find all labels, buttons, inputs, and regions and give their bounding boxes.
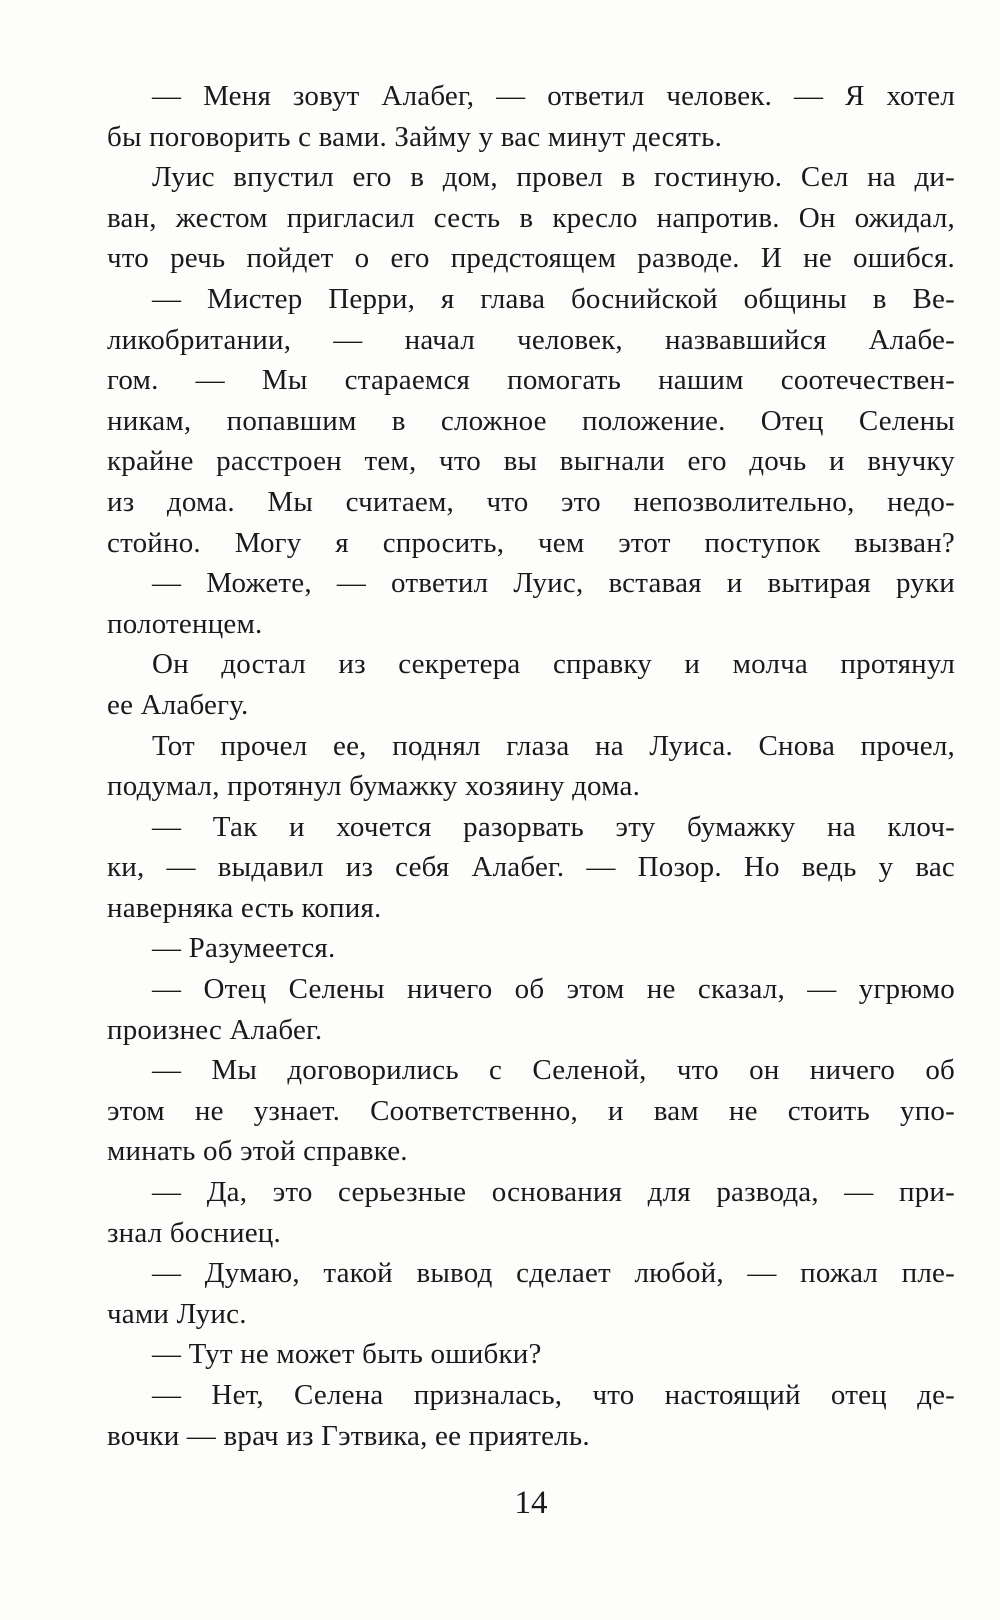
text-line: — Меня зовут Алабег, — ответил человек. — Я хотел [152, 80, 955, 112]
text-line: — Отец Селены ничего об этом не сказал, — угрюмо [152, 973, 955, 1006]
text-line: гом. — Мы стараемся помогать нашим соотечествен- [107, 364, 955, 397]
text-line: этом не узнает. Соответственно, и вам не стоить упо- [107, 1094, 955, 1127]
text-line: — Да, это серьезные основания для развода, — при- [152, 1176, 955, 1209]
text-line: ван, жестом пригласил сесть в кресло напротив. Он ожидал, [107, 201, 955, 234]
text-line: бы поговорить с вами. Займу у вас минут десять. [107, 120, 723, 153]
text-line: — Мы договорились с Селеной, что он ничего об [152, 1054, 955, 1087]
text-line: знал босниец. [107, 1216, 281, 1249]
text-line: Он достал из секретера справку и молча протянул [152, 648, 955, 681]
text-line: ликобритании, — начал человек, назвавшийся Алабе- [107, 323, 955, 356]
text-line: ки, — выдавил из себя Алабег. — Позор. Но ведь у вас [107, 851, 955, 884]
text-line: — Так и хочется разорвать эту бумажку на клоч- [152, 810, 955, 843]
text-line: Луис впустил его в дом, провел в гостиную. Сел на ди- [152, 161, 955, 194]
book-page-text [107, 76, 955, 1456]
text-line: минать об этой справке. [107, 1135, 408, 1168]
text-line: стойно. Могу я спросить, чем этот поступок вызван? [107, 526, 955, 559]
text-line: из дома. Мы считаем, что это непозволительно, недо- [107, 485, 955, 518]
text-line: — Мистер Перри, я глава боснийской общины в Ве- [152, 282, 955, 315]
page-number: 14 [514, 1485, 548, 1521]
text-line: подумал, протянул бумажку хозяину дома. [107, 770, 641, 803]
text-line: — Тут не может быть ошибки? [152, 1338, 542, 1371]
text-line: — Можете, — ответил Луис, вставая и вытирая руки [152, 567, 955, 600]
text-line: крайне расстроен тем, что вы выгнали его дочь и внучку [107, 445, 955, 478]
text-line: — Думаю, такой вывод сделает любой, — пожал пле- [152, 1257, 955, 1290]
text-line: — Нет, Селена призналась, что настоящий отец де- [152, 1379, 955, 1411]
text-line: никам, попавшим в сложное положение. Отец Селены [107, 404, 955, 437]
text-line: чами Луис. [107, 1297, 247, 1330]
text-line: — Разумеется. [152, 932, 336, 965]
text-line: наверняка есть копия. [107, 891, 382, 924]
text-line: полотенцем. [107, 607, 263, 640]
text-line: вочки — врач из Гэтвика, ее приятель. [107, 1419, 590, 1452]
text-line: ее Алабегу. [107, 688, 249, 721]
text-line: что речь пойдет о его предстоящем разводе. И не ошибся. [107, 242, 955, 275]
text-line: Тот прочел ее, поднял глаза на Луиса. Снова прочел, [152, 729, 955, 762]
text-line: произнес Алабег. [107, 1013, 323, 1046]
